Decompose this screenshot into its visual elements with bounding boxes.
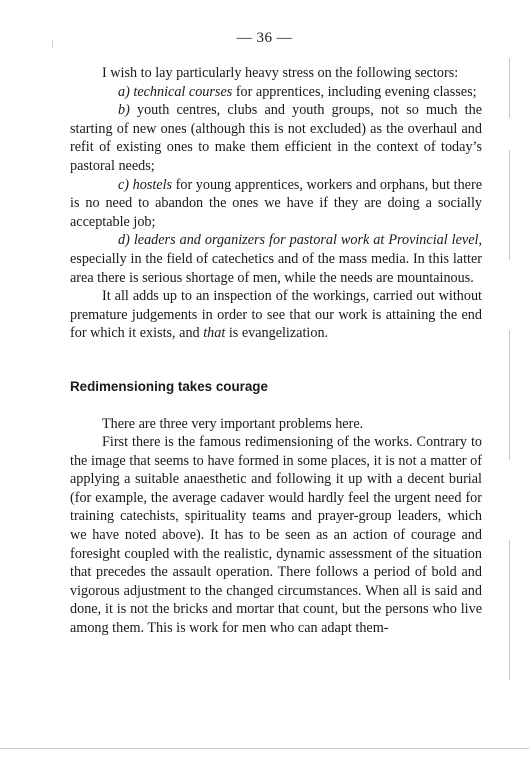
item-text: for apprentices, including evening classes; xyxy=(232,83,477,100)
scan-edge-line xyxy=(509,540,510,680)
section-heading: Redimensioning takes courage xyxy=(70,378,268,394)
body-paragraph: First there is the famous redimensioning of the works. Contrary to the image that seems to have formed in some places, it is not a matter of applying a suitable anaesthetic and following it up with a decent burial (for example, the average cadaver would hardly feel the urgent need for training catechists, spirituality teams and prayer-group leaders, which we have noted above). It has to be seen as an action of courage and foresight coupled with the realistic, dynamic assessment of the situation that precedes the assault operation. There follows a period of bold and vigorous adjustment to the changed circumstances. When all is said and done, it is not the bricks and mortar that count, but the persons who live among them. This is work for men who can adapt them- xyxy=(70,434,482,637)
page-body xyxy=(70,64,482,638)
item-emphasis: leaders and organizers for pastoral work at Provincial level xyxy=(133,232,479,249)
item-emphasis: hostels xyxy=(132,176,173,193)
list-item xyxy=(70,83,482,102)
item-marker: c) xyxy=(118,176,130,193)
closing-text-end: is evangelization. xyxy=(225,325,329,342)
closing-paragraph xyxy=(70,287,482,343)
intro-paragraph: I wish to lay particularly heavy stress on the following sectors: xyxy=(102,65,459,81)
item-marker: a) xyxy=(118,83,130,100)
closing-text: It all adds up to an inspection of the workings, carried out without premature judgements in order to see that our work is attaining the end for which it exists, and xyxy=(70,288,482,342)
page-number: — 36 — xyxy=(236,30,293,46)
closing-emphasis: that xyxy=(203,325,226,342)
scan-bottom-line xyxy=(0,748,529,749)
item-marker: b) xyxy=(118,102,130,119)
list-item xyxy=(70,101,482,175)
body-paragraph: There are three very important problems here. xyxy=(102,415,364,432)
item-text: , especially in the field of catechetics and of the mass media. In this latter area there is serious shortage of men, while the needs are mountainous. xyxy=(70,232,482,286)
scan-edge-line xyxy=(509,150,510,260)
scan-edge-line xyxy=(509,58,510,118)
scan-edge-line xyxy=(509,330,510,460)
list-item xyxy=(70,176,482,232)
item-text: youth centres, clubs and youth groups, not so much the starting of new ones (although this is not excluded) as the overhaul and refit of existing ones to make them efficient in the context of today’s pastoral needs; xyxy=(70,102,482,174)
list-item xyxy=(70,231,482,287)
item-marker: d) xyxy=(118,232,130,249)
item-emphasis: technical courses xyxy=(133,83,233,100)
item-text: for young apprentices, workers and orphans, but there is no need to abandon the ones we have if they are doing a socially acceptable job; xyxy=(70,176,483,230)
